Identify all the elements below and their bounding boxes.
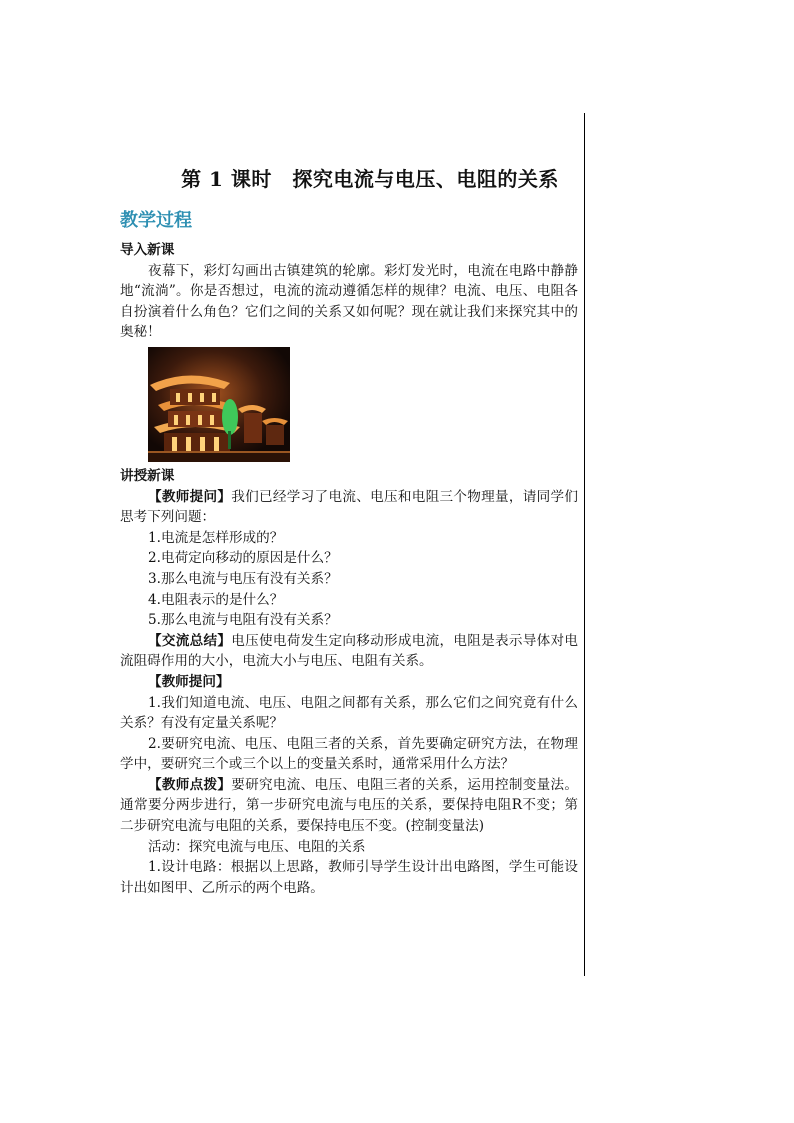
teacher-tip	[120, 775, 578, 837]
teacher-question-2-item: 2.要研究电流、电压、电阻三者的关系，首先要确定研究方法，在物理学中，要研究三个或三个以上的变量关系时，通常采用什么方法？	[120, 735, 578, 773]
teacher-question-1	[120, 487, 578, 528]
question-item: 2.电荷定向移动的原因是什么？	[148, 550, 338, 567]
intro-heading: 导入新课	[120, 242, 175, 258]
photo-illustration	[148, 347, 290, 462]
margin-rule	[584, 113, 585, 976]
teacher-question-2-tag: 【教师提问】	[148, 673, 230, 690]
section-heading: 教学过程	[120, 210, 192, 231]
question-item: 5.那么电流与电阻有没有关系？	[148, 612, 338, 629]
intro-paragraph: 夜幕下，彩灯勾画出古镇建筑的轮廓。彩灯发光时，电流在电路中静静地“流淌”。你是否想过，电流的流动遵循怎样的规律？电流、电压、电阻各自扮演着什么角色？它们之间的关系又如何呢？现在就让我们来探究其中的奥秘！	[120, 262, 578, 341]
exchange-summary	[120, 631, 578, 672]
design-circuit-paragraph: 1.设计电路：根据以上思路，教师引导学生设计出电路图，学生可能设计出如图甲、乙所示的两个电路。	[120, 859, 578, 896]
ancient-town-night-photo	[148, 347, 290, 462]
question-item: 4.电阻表示的是什么？	[148, 591, 284, 608]
lesson-heading: 讲授新课	[120, 467, 175, 484]
page-title: 第 1 课时 探究电流与电压、电阻的关系	[181, 167, 559, 191]
summary-text: 电压使电荷发生定向移动形成电流，电阻是表示导体对电流阻碍作用的大小，电流大小与电压、电阻有关系。	[120, 632, 578, 670]
question-item: 3.那么电流与电压有没有关系？	[148, 570, 338, 587]
tip-text: 要研究电流、电压、电阻三者的关系，运用控制变量法。通常要分两步进行，第一步研究电流与电压的关系，要保持电阻R不变；第二步研究电流与电阻的关系，要保持电压不变。(控制变量法)	[120, 776, 578, 835]
teacher-question-2-item: 1.我们知道电流、电压、电阻之间都有关系，那么它们之间究竟有什么关系？有没有定量关系呢？	[120, 694, 578, 732]
question-item: 1.电流是怎样形成的？	[148, 529, 284, 546]
tip-tag: 【教师点拨】	[148, 776, 232, 793]
summary-tag: 【交流总结】	[148, 632, 232, 649]
teacher-question-text: 我们已经学习了电流、电压和电阻三个物理量，请同学们思考下列问题：	[120, 488, 578, 526]
teacher-question-tag: 【教师提问】	[148, 488, 232, 505]
activity-line: 活动：探究电流与电压、电阻的关系	[148, 838, 366, 855]
body-content	[120, 240, 578, 898]
